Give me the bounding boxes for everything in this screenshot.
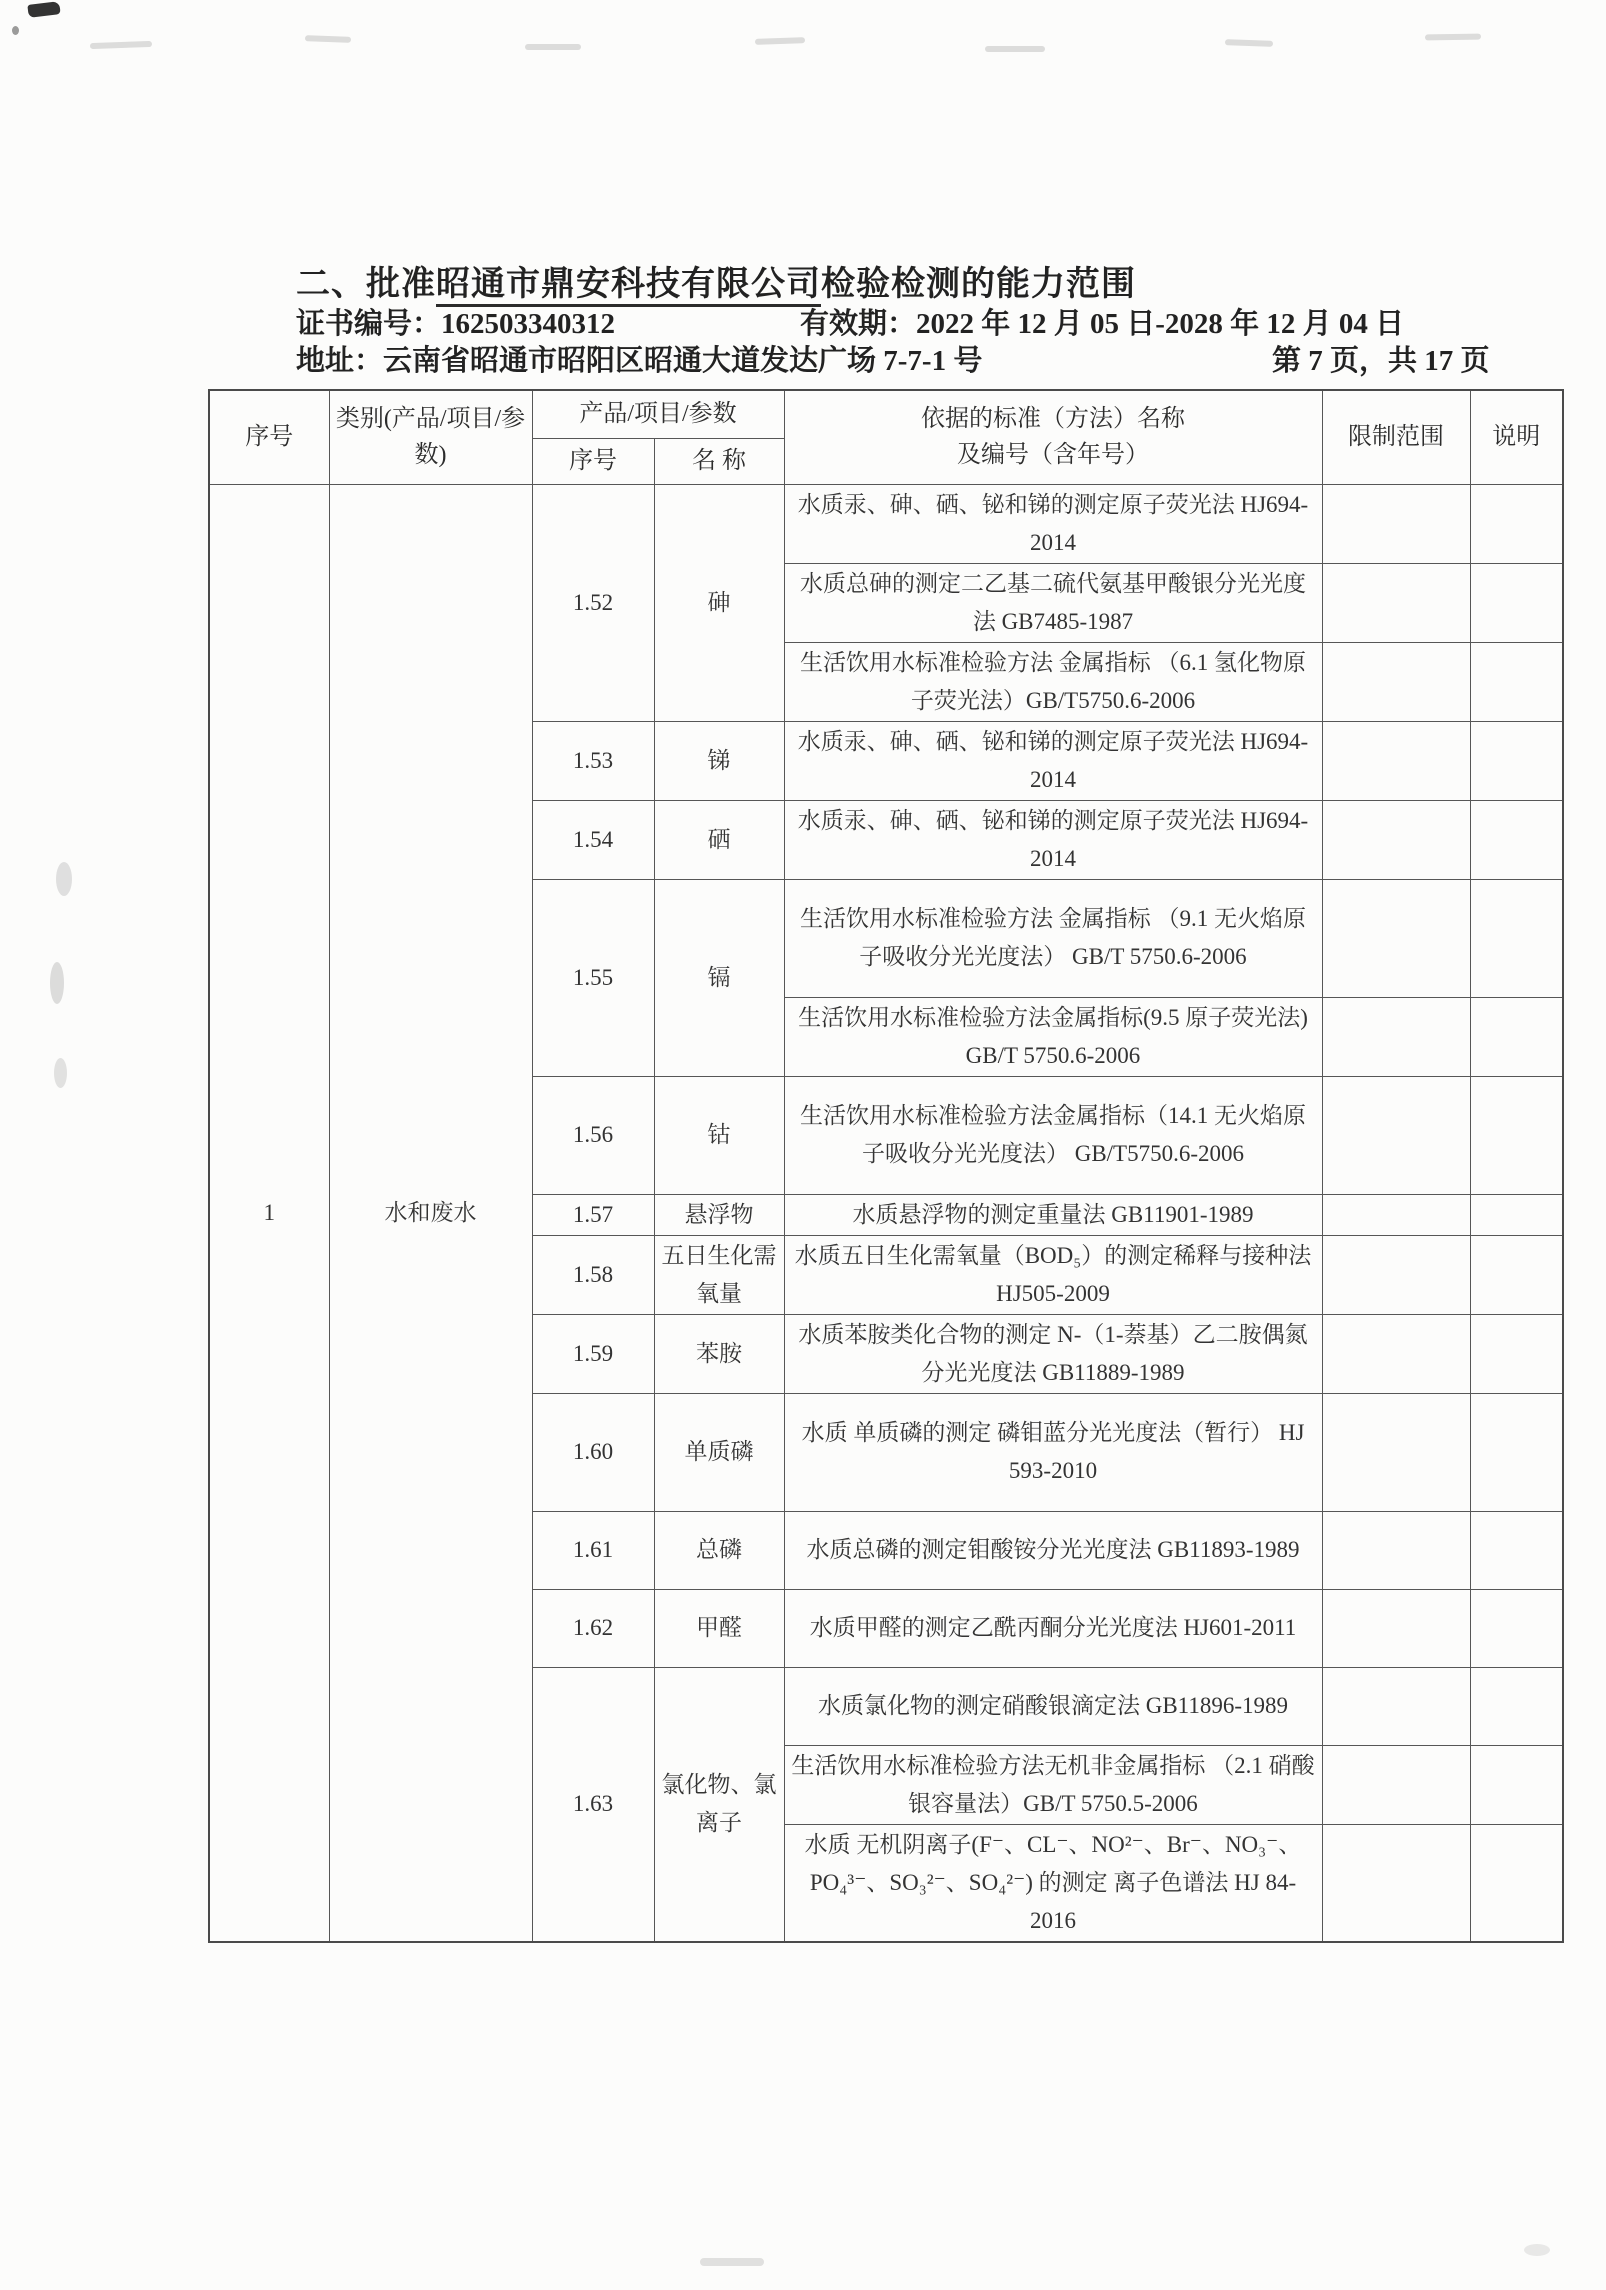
standard-cell: 水质 单质磷的测定 磷钼蓝分光光度法（暂行） HJ 593-2010 bbox=[784, 1393, 1322, 1511]
header-limit: 限制范围 bbox=[1322, 390, 1470, 484]
page-number: 第 7 页，共 17 页 bbox=[1272, 345, 1490, 377]
scan-artifact bbox=[985, 46, 1045, 52]
param-no: 1.57 bbox=[532, 1194, 654, 1235]
note-cell bbox=[1470, 1589, 1563, 1667]
scan-artifact bbox=[525, 44, 581, 50]
param-name: 苯胺 bbox=[654, 1314, 784, 1393]
scan-artifact bbox=[54, 1058, 67, 1088]
note-cell bbox=[1470, 1511, 1563, 1589]
note-cell bbox=[1470, 721, 1563, 800]
limit-cell bbox=[1322, 997, 1470, 1076]
scan-artifact bbox=[1225, 39, 1273, 47]
category-name: 水和废水 bbox=[329, 484, 532, 1942]
limit-cell bbox=[1322, 1076, 1470, 1194]
limit-cell bbox=[1322, 721, 1470, 800]
param-name: 悬浮物 bbox=[654, 1194, 784, 1235]
scan-artifact bbox=[90, 41, 152, 49]
note-cell bbox=[1470, 800, 1563, 879]
standard-cell: 水质五日生化需氧量（BOD₅）的测定稀释与接种法 HJ505-2009 bbox=[784, 1235, 1322, 1314]
note-cell bbox=[1470, 484, 1563, 563]
certificate-number: 证书编号：162503340312 bbox=[296, 308, 616, 340]
title-suffix: 检验检测的能力范围 bbox=[821, 265, 1136, 303]
limit-cell bbox=[1322, 1667, 1470, 1745]
param-name: 总磷 bbox=[654, 1511, 784, 1589]
note-cell bbox=[1470, 1667, 1563, 1745]
header-param-name: 名 称 bbox=[654, 438, 784, 484]
param-no: 1.63 bbox=[532, 1667, 654, 1942]
scan-artifact bbox=[305, 35, 351, 43]
standard-cell: 生活饮用水标准检验方法 金属指标 （6.1 氢化物原子荧光法）GB/T5750.6-2006 bbox=[784, 642, 1322, 721]
header-note: 说明 bbox=[1470, 390, 1563, 484]
limit-cell bbox=[1322, 1824, 1470, 1942]
limit-cell bbox=[1322, 1745, 1470, 1824]
param-no: 1.52 bbox=[532, 484, 654, 721]
standard-cell: 水质苯胺类化合物的测定 N-（1-萘基）乙二胺偶氮分光光度法 GB11889-1989 bbox=[784, 1314, 1322, 1393]
limit-cell bbox=[1322, 1511, 1470, 1589]
validity-period: 有效期：2022 年 12 月 05 日-2028 年 12 月 04 日 bbox=[800, 308, 1405, 340]
scan-artifact bbox=[56, 862, 72, 896]
standard-cell: 水质悬浮物的测定重量法 GB11901-1989 bbox=[784, 1194, 1322, 1235]
standard-cell: 水质汞、砷、硒、铋和锑的测定原子荧光法 HJ694-2014 bbox=[784, 484, 1322, 563]
param-name: 单质磷 bbox=[654, 1393, 784, 1511]
param-no: 1.62 bbox=[532, 1589, 654, 1667]
scan-artifact bbox=[50, 962, 64, 1004]
param-name: 甲醛 bbox=[654, 1589, 784, 1667]
limit-cell bbox=[1322, 879, 1470, 997]
param-name: 钴 bbox=[654, 1076, 784, 1194]
limit-cell bbox=[1322, 1314, 1470, 1393]
header-standard bbox=[784, 390, 1322, 484]
param-no: 1.61 bbox=[532, 1511, 654, 1589]
param-name: 氯化物、氯离子 bbox=[654, 1667, 784, 1942]
scan-artifact bbox=[755, 37, 805, 45]
standard-cell: 水质汞、砷、硒、铋和锑的测定原子荧光法 HJ694-2014 bbox=[784, 800, 1322, 879]
standard-cell: 水质总砷的测定二乙基二硫代氨基甲酸银分光光度法 GB7485-1987 bbox=[784, 563, 1322, 642]
param-name: 镉 bbox=[654, 879, 784, 1076]
note-cell bbox=[1470, 879, 1563, 997]
scan-artifact bbox=[1425, 34, 1481, 41]
note-cell bbox=[1470, 1194, 1563, 1235]
param-name: 五日生化需氧量 bbox=[654, 1235, 784, 1314]
category-seq: 1 bbox=[209, 484, 329, 1942]
scan-artifact bbox=[12, 26, 19, 35]
note-cell bbox=[1470, 1393, 1563, 1511]
note-cell bbox=[1470, 1824, 1563, 1942]
header-param-seq: 序号 bbox=[532, 438, 654, 484]
param-no: 1.53 bbox=[532, 721, 654, 800]
title-prefix: 二、批准 bbox=[296, 265, 436, 303]
limit-cell bbox=[1322, 800, 1470, 879]
standard-cell: 水质氯化物的测定硝酸银滴定法 GB11896-1989 bbox=[784, 1667, 1322, 1745]
note-cell bbox=[1470, 1745, 1563, 1824]
scan-artifact bbox=[27, 1, 60, 18]
limit-cell bbox=[1322, 1393, 1470, 1511]
limit-cell bbox=[1322, 484, 1470, 563]
standard-cell: 生活饮用水标准检验方法金属指标（14.1 无火焰原子吸收分光光度法） GB/T5750.6-2006 bbox=[784, 1076, 1322, 1194]
header-seq: 序号 bbox=[209, 390, 329, 484]
note-cell bbox=[1470, 1235, 1563, 1314]
page-title bbox=[296, 256, 1136, 305]
limit-cell bbox=[1322, 563, 1470, 642]
header-standard-line1: 依据的标准（方法）名称 bbox=[921, 406, 1185, 433]
note-cell bbox=[1470, 642, 1563, 721]
standard-cell: 水质汞、砷、硒、铋和锑的测定原子荧光法 HJ694-2014 bbox=[784, 721, 1322, 800]
note-cell bbox=[1470, 1076, 1563, 1194]
standard-cell: 水质总磷的测定钼酸铵分光光度法 GB11893-1989 bbox=[784, 1511, 1322, 1589]
limit-cell bbox=[1322, 1194, 1470, 1235]
param-no: 1.58 bbox=[532, 1235, 654, 1314]
standard-cell: 生活饮用水标准检验方法金属指标(9.5 原子荧光法) GB/T 5750.6-2006 bbox=[784, 997, 1322, 1076]
param-name: 砷 bbox=[654, 484, 784, 721]
limit-cell bbox=[1322, 1589, 1470, 1667]
param-name: 硒 bbox=[654, 800, 784, 879]
standard-cell: 生活饮用水标准检验方法 金属指标 （9.1 无火焰原子吸收分光光度法） GB/T 5750.6-2006 bbox=[784, 879, 1322, 997]
limit-cell bbox=[1322, 1235, 1470, 1314]
note-cell bbox=[1470, 997, 1563, 1076]
param-no: 1.60 bbox=[532, 1393, 654, 1511]
param-no: 1.56 bbox=[532, 1076, 654, 1194]
standard-cell: 水质甲醛的测定乙酰丙酮分光光度法 HJ601-2011 bbox=[784, 1589, 1322, 1667]
header-category: 类别(产品/项目/参数) bbox=[329, 390, 532, 484]
param-no: 1.54 bbox=[532, 800, 654, 879]
standard-cell: 水质 无机阴离子(F⁻、CL⁻、NO²⁻、Br⁻、NO₃⁻、PO₄³⁻、SO₃²⁻、SO₄²⁻) 的测定 离子色谱法 HJ 84-2016 bbox=[784, 1824, 1322, 1942]
address-line: 地址：云南省昭通市昭阳区昭通大道发达广场 7-7-1 号 bbox=[296, 345, 983, 377]
header-param-group: 产品/项目/参数 bbox=[532, 390, 784, 438]
capability-table bbox=[208, 389, 1564, 1943]
param-no: 1.55 bbox=[532, 879, 654, 1076]
company-name: 昭通市鼎安科技有限公司 bbox=[436, 265, 821, 307]
limit-cell bbox=[1322, 642, 1470, 721]
param-name: 锑 bbox=[654, 721, 784, 800]
standard-cell: 生活饮用水标准检验方法无机非金属指标 （2.1 硝酸银容量法）GB/T 5750.5-2006 bbox=[784, 1745, 1322, 1824]
scan-artifact bbox=[700, 2258, 764, 2266]
note-cell bbox=[1470, 563, 1563, 642]
scan-artifact bbox=[1524, 2244, 1550, 2256]
param-no: 1.59 bbox=[532, 1314, 654, 1393]
note-cell bbox=[1470, 1314, 1563, 1393]
header-standard-line2: 及编号（含年号） bbox=[957, 442, 1149, 469]
